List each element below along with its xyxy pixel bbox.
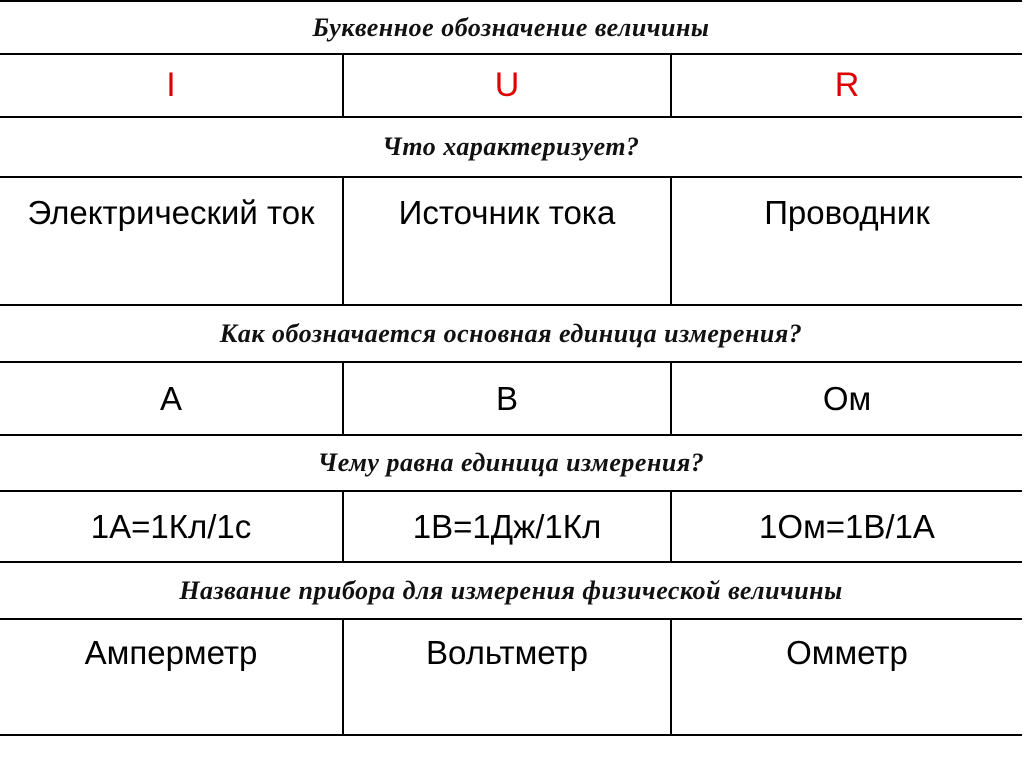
units-row <box>0 362 1022 435</box>
header-unit-designation: Как обозначается основная единица измерения? <box>0 305 1022 362</box>
device-voltmeter: Вольтметр <box>343 619 671 735</box>
describes-resistance: Проводник <box>671 177 1022 305</box>
equality-ampere: 1А=1Кл/1с <box>0 491 343 562</box>
device-ammeter: Амперметр <box>0 619 343 735</box>
header-row-letter-designation <box>0 1 1022 54</box>
symbol-voltage: U <box>343 54 671 117</box>
equalities-row <box>0 491 1022 562</box>
header-row-device-name <box>0 562 1022 619</box>
describes-voltage: Источник тока <box>343 177 671 305</box>
unit-current: А <box>0 362 343 435</box>
describes-current: Электрический ток <box>0 177 343 305</box>
unit-voltage: В <box>343 362 671 435</box>
header-row-characterizes <box>0 117 1022 177</box>
header-device-name: Название прибора для измерения физической величины <box>0 562 1022 619</box>
header-letter-designation: Буквенное обозначение величины <box>0 1 1022 54</box>
header-row-unit-designation <box>0 305 1022 362</box>
device-ohmmeter: Омметр <box>671 619 1022 735</box>
symbols-row <box>0 54 1022 117</box>
equality-ohm: 1Ом=1В/1А <box>671 491 1022 562</box>
describes-row <box>0 177 1022 305</box>
header-unit-equals: Чему равна единица измерения? <box>0 435 1022 491</box>
header-characterizes: Что характеризует? <box>0 117 1022 177</box>
equality-volt: 1В=1Дж/1Кл <box>343 491 671 562</box>
unit-resistance: Ом <box>671 362 1022 435</box>
symbol-resistance: R <box>671 54 1022 117</box>
symbol-current: I <box>0 54 343 117</box>
header-row-unit-equals <box>0 435 1022 491</box>
devices-row <box>0 619 1022 735</box>
